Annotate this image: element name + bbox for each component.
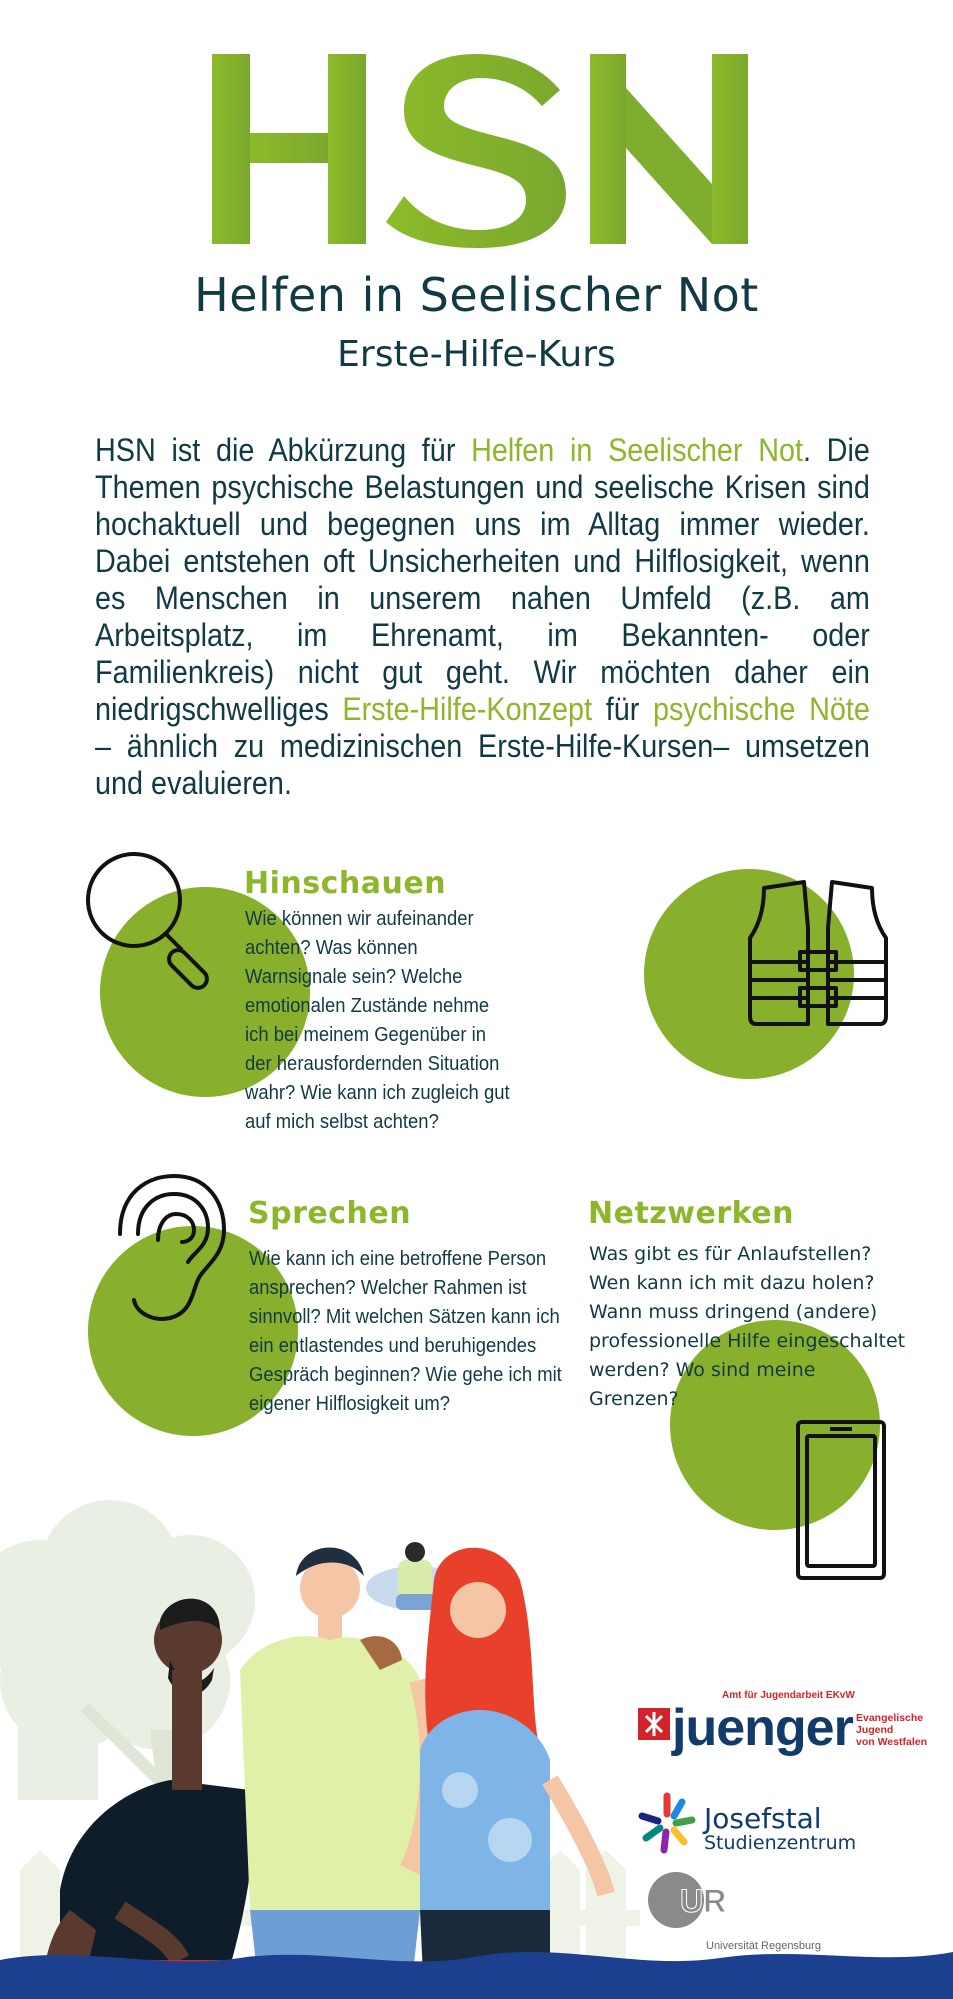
hinschauen-text: Wie können wir aufeinander achten? Was können Warnsignale sein? Welche emotionalen Zustände nehme ich bei meinem Gegenüber in der herausfordernden Situation wahr? Wie kann ich zugleich gut auf mich selbst achten? [245,907,510,1133]
juenger-side-line: von Westfalen [856,1736,927,1748]
hsn-logo [208,48,753,248]
life-vest-icon [746,878,890,1028]
sprechen-title: Sprechen [248,1196,412,1231]
svg-text:UR: UR [680,1883,727,1919]
magnifier-icon [84,850,224,990]
intro-text: . Die Themen psychische Belastungen und seelische Krisen sind hochaktuell und begegnen uns im Alltag immer wieder. Dabei entstehen oft Unsicherheiten und Hilflosigkeit, wenn es Menschen in unserem nahen Umfeld (z.B. am Arbeitsplatz, im Ehrenamt, im Bekannten- oder Familienkreis) nicht gut geht. Wir möchten daher ein niedrigschwelliges [95,432,870,727]
intro-highlight: Erste-Hilfe-Konzept [342,691,593,727]
juenger-cross-icon [638,1708,670,1740]
ur-label: Universität Regensburg [706,1940,821,1952]
josefstal-name: Josefstal [704,1802,822,1835]
intro-text: für [592,691,653,727]
josefstal-sub: Studienzentrum [704,1832,857,1854]
netzwerken-text: Was gibt es für Anlaufstellen? Wen kann ich mit dazu holen? Wann muss dringend (andere) professionelle Hilfe eingeschaltet werden? Wo sind meine Grenzen? [589,1243,906,1410]
hinschauen-title: Hinschauen [244,866,447,901]
ear-icon [108,1172,228,1322]
juenger-subtitle: Amt für Jugendarbeit EKvW [722,1690,855,1701]
intro-text: – ähnlich zu medizinischen Erste-Hilfe-Kursen– umsetzen und evaluieren. [95,728,870,801]
netzwerken-title: Netzwerken [588,1196,794,1231]
juenger-side-line: Jugend [856,1724,894,1736]
juenger-side-text [856,1712,927,1748]
josefstal-star-icon [636,1790,698,1856]
intro-highlight: psychische Nöte [652,691,870,727]
juenger-logo: juenger [672,1699,853,1757]
intro-paragraph [95,432,870,802]
sprechen-text: Wie kann ich eine betroffene Person ansprechen? Welcher Rahmen ist sinnvoll? Mit welchen Sätzen kann ich ein entlastendes und beruhigendes Gespräch beginnen? Wie gehe ich mit eigener Hilflosigkeit um? [249,1247,562,1415]
subtitle: Helfen in Seelischer Not [194,268,759,322]
course-label: Erste-Hilfe-Kurs [337,334,616,375]
ur-logo-icon [644,1870,734,1940]
juenger-side-line: Evangelische [856,1712,924,1724]
intro-text: HSN ist die Abkürzung für [95,432,472,468]
intro-highlight: Helfen in Seelischer Not [471,432,804,468]
